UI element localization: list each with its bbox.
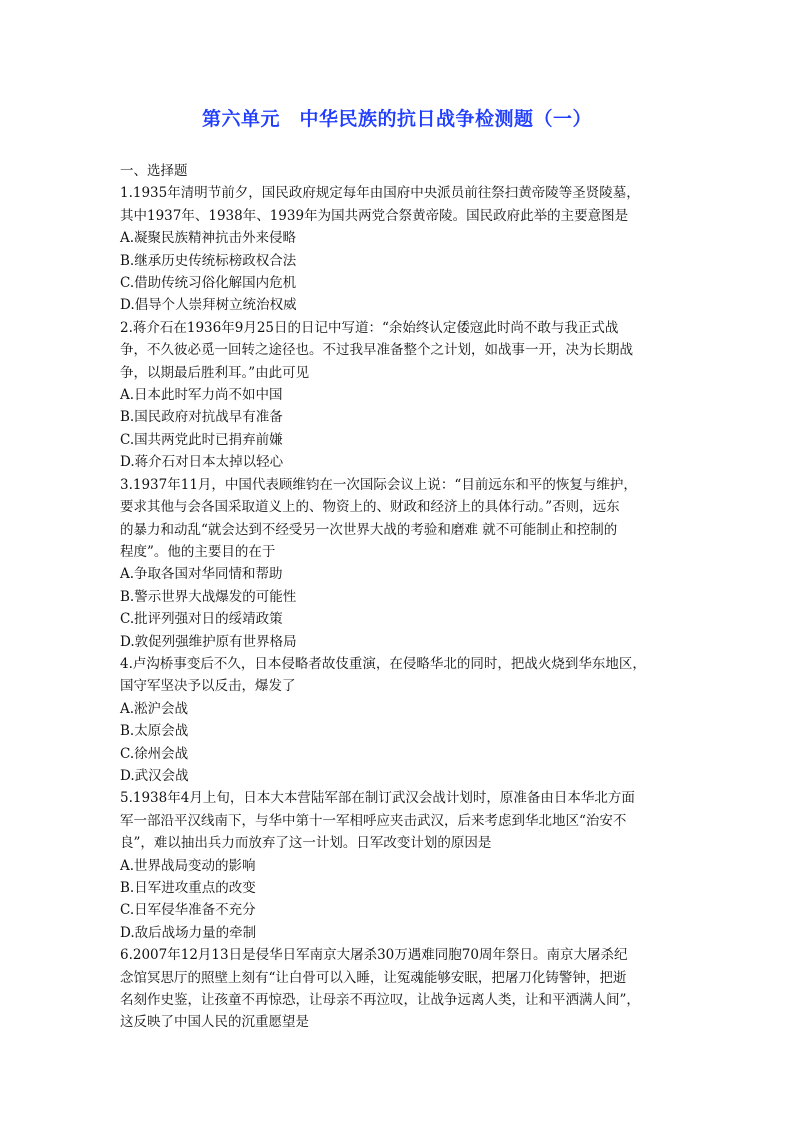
question-3 xyxy=(120,474,680,653)
section-heading: 一、选择题 xyxy=(120,163,188,179)
option-d: D.蒋介石对日本太掉以轻心 xyxy=(120,454,284,471)
question-text-line: 争，不久彼必觅一回转之途径也。不过我早准备整个之计划，如战事一开，决为长期战 xyxy=(120,342,633,359)
question-4 xyxy=(120,653,680,787)
option-b: B.日军进攻重点的改变 xyxy=(120,880,256,896)
option-b: B.继承历史传统标榜政权合法 xyxy=(120,252,297,269)
question-text-line: 5.1938年4月上旬，日本大本营陆军部在制订武汉会战计划时，原准备由日本华北方面 xyxy=(120,790,635,807)
option-a: A.凝聚民族精神抗击外来侵略 xyxy=(120,230,297,247)
option-a: A.世界战局变动的影响 xyxy=(120,857,256,874)
question-text-line: 1.1935年清明节前夕，国民政府规定每年由国府中央派员前往祭扫黄帝陵等圣贤陵墓， xyxy=(120,185,640,202)
option-c: C.日军侵华准备不充分 xyxy=(120,902,256,919)
question-text-line: 程度”。他的主要目的在于 xyxy=(120,543,276,560)
option-a: A.争取各国对华同情和帮助 xyxy=(120,566,283,583)
option-a: A.日本此时军力尚不如中国 xyxy=(120,387,283,404)
question-text-line: 6.2007年12月13日是侵华日军南京大屠杀30万遇难同胞70周年祭日。南京大屠杀纪 xyxy=(120,947,628,964)
question-text-line: 2.蒋介石在1936年9月25日的日记中写道：“余始终认定倭寇此时尚不敢与我正式战 xyxy=(120,319,619,336)
option-d: D.倡导个人崇拜树立统治权威 xyxy=(120,297,297,314)
option-c: C.借助传统习俗化解国内危机 xyxy=(120,275,297,292)
option-c: C.国共两党此时已捐弃前嫌 xyxy=(120,431,283,448)
option-a: A.淞沪会战 xyxy=(120,700,189,717)
option-b: B.警示世界大战爆发的可能性 xyxy=(120,588,297,605)
question-2 xyxy=(120,317,680,474)
question-text-line: 要求其他与会各国采取道义上的、物资上的、财政和经济上的具体行动。”否则，远东 xyxy=(120,499,620,516)
document-body xyxy=(120,160,680,1034)
question-text-line: 良”，难以抽出兵力而放弃了这一计划。日军改变计划的原因是 xyxy=(120,835,492,852)
question-text-line: 军一部沿平汉线南下，与华中第十一军相呼应夹击武汉，后来考虑到华北地区“治安不 xyxy=(120,812,627,829)
option-b: B.太原会战 xyxy=(120,723,189,740)
option-d: D.敦促列强维护原有世界格局 xyxy=(120,633,297,650)
question-text-line: 争，以期最后胜利耳。”由此可见 xyxy=(120,364,310,381)
question-1 xyxy=(120,182,680,316)
option-c: C.批评列强对日的绥靖政策 xyxy=(120,611,283,628)
option-d: D.敌后战场力量的牵制 xyxy=(120,924,257,941)
question-text-line: 其中1937年、1938年、1939年为国共两党合祭黄帝陵。国民政府此举的主要意图是 xyxy=(120,207,629,224)
question-6 xyxy=(120,944,680,1034)
question-text-line: 4.卢沟桥事变后不久，日本侵略者故伎重演，在侵略华北的同时，把战火烧到华东地区， xyxy=(120,655,646,672)
question-text-line: 国守军坚决予以反击，爆发了 xyxy=(120,678,296,695)
option-b: B.国民政府对抗战早有准备 xyxy=(120,409,283,426)
question-text-line: 念馆冥思厅的照壁上刻有“让白骨可以入睡，让冤魂能够安眠，把屠刀化铸警钟，把逝 xyxy=(120,969,627,986)
question-text-line: 名刻作史鉴，让孩童不再惊恐，让母亲不再泣叹，让战争远离人类，让和平洒满人间”， xyxy=(120,992,640,1009)
option-d: D.武汉会战 xyxy=(120,767,189,784)
page-title: 第六单元 中华民族的抗日战争检测题（一） xyxy=(201,108,592,130)
question-text-line: 的暴力和动乱“就会达到不经受另一次世界大战的考验和磨难 就不可能制止和控制的 xyxy=(120,521,618,538)
question-text-line: 3.1937年11月，中国代表顾维钧在一次国际会议上说：“目前远东和平的恢复与维护， xyxy=(120,476,637,493)
question-5 xyxy=(120,787,680,944)
question-text-line: 这反映了中国人民的沉重愿望是 xyxy=(120,1014,309,1031)
option-c: C.徐州会战 xyxy=(120,745,189,762)
